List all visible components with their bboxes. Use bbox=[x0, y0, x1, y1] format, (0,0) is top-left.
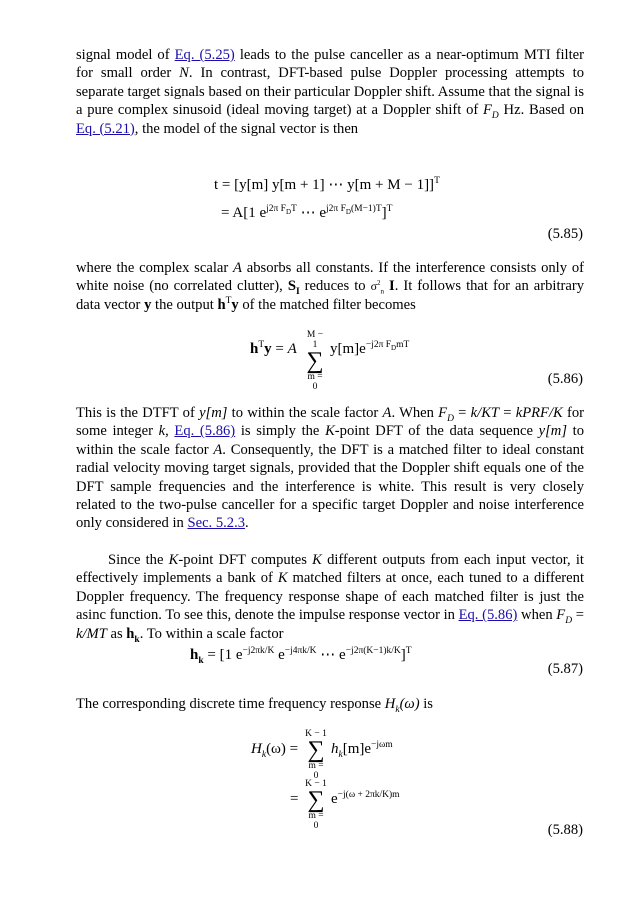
eq-5-88-term-1: $h_k[m]e^{-j\omega m}$ bbox=[331, 740, 393, 760]
link-sec-5-2-3[interactable]: Sec. 5.2.3 bbox=[187, 515, 246, 532]
link-eq-5-21[interactable]: Eq. (5.21) bbox=[76, 120, 135, 137]
eq-5-85-line1: t = [y[m] y[m + 1] ⋯ y[m + M − 1]]$^T$ bbox=[214, 176, 440, 193]
eq-5-85-line2: = A[1 $e^{j2\pi F_DT}$ ⋯ $e^{j2\pi F_D(M-1)T}]^T$ bbox=[221, 204, 393, 221]
paragraph-5: The corresponding discrete time frequency response $H_k(\omega)$ is bbox=[76, 696, 433, 715]
eq-5-88-term-2: $e^{-j(\omega + 2\pi k/K)m}$ bbox=[331, 790, 400, 807]
eq-5-88-sum-2: K − 1 ∑ m = 0 bbox=[305, 779, 327, 831]
eq-number-5-86: (5.86) bbox=[547, 371, 583, 387]
eq-5-88-sum-1: K − 1 ∑ m = 0 bbox=[305, 729, 327, 781]
link-eq-5-86-b[interactable]: Eq. (5.86) bbox=[458, 607, 518, 624]
eq-5-86-term: $y[m]e^{-j2\pi F_DmT}$ bbox=[330, 340, 410, 357]
paragraph-4: Since the K-point DFT computes K different outputs from each input vector, it effectively implements a bank of K matched filters at once, each tuned to a different Doppler frequency. The frequency response shape of each matched filter is just the asinc function. To see this, denote the impulse response vector in Eq. (5.86) when $F_D = k/MT$ as $h_k$. To within a scale factor bbox=[76, 552, 584, 645]
eq-number-5-87: (5.87) bbox=[547, 661, 583, 677]
eq-5-87-line: $h_k = [1$ $e^{-j2\pi k/K}$ $e^{-j4\pi k/K}$ ⋯ $e^{-j2\pi(K-1)k/K}]^T$ bbox=[190, 646, 412, 666]
eq-5-88-lhs: $H_k(\omega)$ = bbox=[251, 741, 299, 760]
paragraph-2: where the complex scalar A absorbs all constants. If the interference consists only of white noise (no correlated clutter), $S_I$ reduces to $\sigma^2_n$ I. It follows that for an arbitrary data vector y the output $h^Ty$ of the matched filter becomes bbox=[76, 260, 584, 313]
eq-number-5-88: (5.88) bbox=[547, 822, 583, 838]
eq-5-86-lhs: $h^Ty = A$ bbox=[250, 340, 297, 357]
paragraph-3: This is the DTFT of y[m] to within the scale factor A. When $F_D = k/KT$ = kPRF/K for some integer k, Eq. (5.86) is simply the K-point DFT of the data sequence y[m] to within the scale factor A. Consequently, the DFT is a matched filter to ideal constant radial velocity moving target signals, provided that the Doppler shift equals one of the DFT sample frequencies and the interference is white. This result is very closely related to the two-pulse canceller for a specific target Doppler and noise interference only considered in Sec. 5.2.3. bbox=[76, 405, 585, 532]
link-eq-5-86[interactable]: Eq. (5.86) bbox=[174, 423, 236, 440]
eq-5-88-eq2: = bbox=[290, 791, 299, 807]
paragraph-1: signal model of Eq. (5.25) leads to the pulse canceller as a near-optimum MTI filter for small order N. In contrast, DFT-based pulse Doppler processing attempts to separate target signals based on their particular Doppler shift. Assume that the signal is a pure complex sinusoid (ideal moving target) at a Doppler shift of $F_D$ Hz. Based on Eq. (5.21), the model of the signal vector is then bbox=[76, 47, 585, 137]
eq-number-5-85: (5.85) bbox=[547, 226, 583, 242]
link-eq-5-25[interactable]: Eq. (5.25) bbox=[174, 47, 235, 63]
eq-5-86-sum: M − 1 ∑ m = 0 bbox=[306, 330, 324, 392]
